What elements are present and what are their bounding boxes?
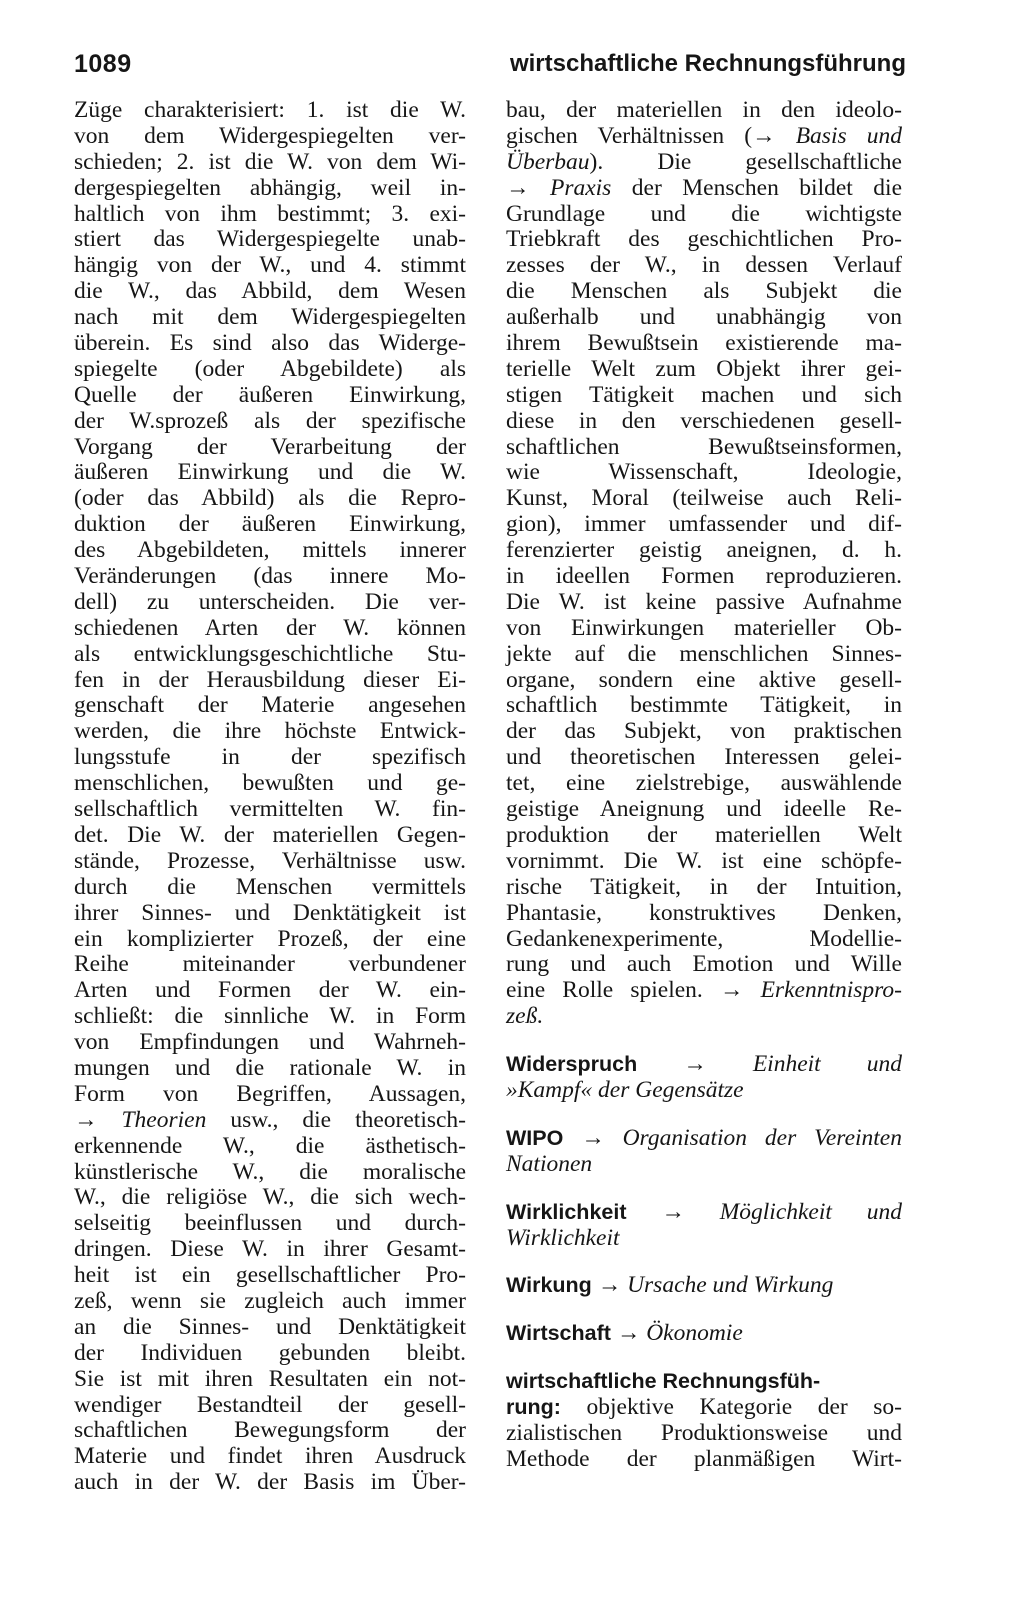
entry-text: Methode der planmäßigen Wirt-: [506, 1445, 902, 1472]
text-line: wie Wissenschaft, Ideologie,: [506, 459, 902, 486]
text-line: heit ist ein gesellschaftlicher Pro-: [74, 1262, 466, 1289]
cross-reference[interactable]: Praxis: [549, 174, 612, 201]
text-line: Form von Begriffen, Aussagen,: [74, 1080, 466, 1107]
text-line: von Empfindungen und Wahrneh-: [74, 1029, 466, 1056]
text-line: künstlerische W., die moralische: [74, 1158, 466, 1185]
text-line: Die W. ist keine passive Aufnahme: [506, 588, 902, 615]
cross-reference[interactable]: Überbau: [506, 148, 590, 175]
text-line: schaftlich bestimmte Tätigkeit, in: [506, 692, 902, 719]
line-text: →: [74, 1106, 122, 1133]
text-line: genschaft der Materie angesehen: [74, 692, 466, 719]
entry-line: [506, 1369, 902, 1395]
text-line: ihrem Bewußtsein existierende ma-: [506, 330, 902, 357]
text-line: erkennende W., die ästhetisch-: [74, 1132, 466, 1159]
right-column: [506, 98, 902, 1473]
entry-line: [506, 1447, 902, 1473]
entry-line: [506, 1200, 902, 1226]
text-line: Phantasie, konstruktives Denken,: [506, 899, 902, 926]
text-line: wendiger Bestandteil der gesell-: [74, 1391, 466, 1418]
cross-reference[interactable]: Möglichkeit und: [719, 1198, 903, 1225]
text-line: W., die religiöse W., die sich wech-: [74, 1184, 466, 1211]
cross-reference[interactable]: Nationen: [506, 1150, 593, 1177]
text-line: außerhalb und unabhängig von: [506, 304, 902, 331]
text-line: bau, der materiellen in den ideolo-: [506, 97, 902, 123]
text-line: nach mit dem Widergespiegelten: [74, 304, 466, 331]
text-line: ein komplizierter Prozeß, der eine: [74, 925, 466, 952]
cross-reference[interactable]: Organisation der Vereinten: [622, 1124, 902, 1151]
text-line: Züge charakterisiert: 1. ist die W.: [74, 97, 466, 123]
text-line: zeß, wenn sie zugleich auch immer: [74, 1287, 466, 1314]
cross-reference-arrow: →: [637, 1051, 753, 1078]
entry-widerspruch: [506, 1052, 902, 1104]
entry-line: [506, 1226, 902, 1252]
text-line: von Einwirkungen materieller Ob-: [506, 614, 902, 641]
text-line: Triebkraft des geschichtlichen Pro-: [506, 226, 902, 253]
cross-reference[interactable]: Wirklichkeit: [506, 1224, 620, 1251]
text-line: der W.sprozeß als der spezifische: [74, 407, 466, 434]
running-head: wirtschaftliche Rechnungsführung: [509, 50, 906, 77]
text-line: dringen. Diese W. in ihrer Gesamt-: [74, 1236, 466, 1263]
entry-line: [506, 1126, 902, 1152]
text-line: [506, 176, 902, 202]
text-line: Sie ist mit ihren Resultaten ein not-: [74, 1365, 466, 1392]
entry-line: [506, 1321, 902, 1347]
text-line: hängig von der W., und 4. stimmt: [74, 252, 466, 279]
text-line: Reihe miteinander verbundener: [74, 951, 466, 978]
cross-reference-arrow: →: [563, 1124, 623, 1151]
text-line: geistige Aneignung und ideelle Re-: [506, 796, 902, 823]
cross-reference-arrow: →: [591, 1272, 628, 1299]
entry-keyword: wirtschaftliche Rechnungsfüh-: [506, 1369, 821, 1394]
entry-line: [506, 1273, 902, 1299]
text-line: selseitig beeinflussen und durch-: [74, 1210, 466, 1237]
cross-reference-arrow: →: [610, 1320, 647, 1347]
cross-reference[interactable]: »Kampf« der Gegensätze: [506, 1076, 744, 1103]
text-line: duktion der äußeren Einwirkung,: [74, 511, 466, 538]
text-line: Quelle der äußeren Einwirkung,: [74, 381, 466, 408]
entry-keyword: Wirtschaft: [506, 1321, 611, 1346]
line-text: usw., die theoretisch-: [206, 1106, 466, 1133]
cross-reference[interactable]: Ökonomie: [646, 1320, 743, 1347]
cross-reference[interactable]: Ursache und Wirkung: [627, 1272, 834, 1299]
line-text: der Menschen bildet die: [611, 174, 902, 201]
entry-keyword: Wirkung: [506, 1273, 592, 1298]
text-line: ihrer Sinnes- und Denktätigkeit ist: [74, 899, 466, 926]
text-line: zesses der W., in dessen Verlauf: [506, 252, 902, 279]
text-line: dell) zu unterscheiden. Die ver-: [74, 588, 466, 615]
text-line: diese in den verschiedenen gesell-: [506, 407, 902, 434]
entry-text: zialistischen Produktionsweise und: [506, 1419, 902, 1446]
text-line: stiert das Widergespiegelte unab-: [74, 226, 466, 253]
entry-keyword: WIPO: [506, 1125, 564, 1150]
text-line: Gedankenexperimente, Modellie-: [506, 925, 902, 952]
entry-wirtschaftliche-rechnungsfuehrung: [506, 1369, 902, 1473]
text-line: rung und auch Emotion und Wille: [506, 951, 902, 978]
entry-line: [506, 1152, 902, 1178]
text-line: schaftlichen Bewußtseinsformen,: [506, 433, 902, 460]
entry-wirkung: [506, 1273, 902, 1299]
text-line: gion), immer umfassender und dif-: [506, 511, 902, 538]
text-line: terielle Welt zum Objekt ihrer gei-: [506, 355, 902, 382]
text-line: Vorgang der Verarbeitung der: [74, 433, 466, 460]
text-line: dergespiegelten abhängig, weil in-: [74, 174, 466, 201]
text-line: die W., das Abbild, dem Wesen: [74, 278, 466, 305]
text-line: [506, 978, 902, 1004]
text-line: an die Sinnes- und Denktätigkeit: [74, 1313, 466, 1340]
entry-wirklichkeit: [506, 1200, 902, 1252]
text-line: und theoretischen Interessen gelei-: [506, 744, 902, 771]
cross-reference-arrow: →: [626, 1198, 720, 1225]
text-line: werden, die ihre höchste Entwick-: [74, 718, 466, 745]
text-line: des Abgebildeten, mittels innerer: [74, 537, 466, 564]
entry-line: [506, 1421, 902, 1447]
cross-reference[interactable]: Basis und: [795, 122, 902, 149]
text-line: sellschaftlich vermittelten W. fin-: [74, 796, 466, 823]
entry-keyword: Wirklichkeit: [506, 1199, 627, 1224]
entry-keyword: Widerspruch: [506, 1052, 638, 1077]
entry-line: [506, 1078, 902, 1104]
text-line: schiedenen Arten der W. können: [74, 614, 466, 641]
text-line: als entwicklungsgeschichtliche Stu-: [74, 640, 466, 667]
text-line: organe, sondern eine aktive gesell-: [506, 666, 902, 693]
entry-wirtschaft: [506, 1321, 902, 1347]
text-line: det. Die W. der materiellen Gegen-: [74, 821, 466, 848]
text-line: der Individuen gebunden bleibt.: [74, 1339, 466, 1366]
text-line: die Menschen als Subjekt die: [506, 278, 902, 305]
page-number: 1089: [74, 50, 132, 78]
text-line: auch in der W. der Basis im Über-: [74, 1469, 466, 1496]
text-line: stigen Tätigkeit machen und sich: [506, 381, 902, 408]
text-line: [506, 1004, 902, 1030]
text-line: produktion der materiellen Welt: [506, 821, 902, 848]
cross-reference[interactable]: Theorien: [121, 1106, 207, 1133]
text-line: in ideellen Formen reproduzieren.: [506, 563, 902, 590]
text-line: lungsstufe in der spezifisch: [74, 744, 466, 771]
text-line: fen in der Herausbildung dieser Ei-: [74, 666, 466, 693]
text-line: der das Subjekt, von praktischen: [506, 718, 902, 745]
line-text: eine Rolle spielen. →: [506, 977, 761, 1004]
text-line: von dem Widergespiegelten ver-: [74, 122, 466, 149]
text-line: schaftlichen Bewegungsform der: [74, 1417, 466, 1444]
line-text: gischen Verhältnissen (→: [506, 122, 796, 149]
text-line: mungen und die rationale W. in: [74, 1054, 466, 1081]
text-line: Grundlage und die wichtigste: [506, 200, 902, 227]
text-line: haltlich von ihm bestimmt; 3. exi-: [74, 200, 466, 227]
text-line: überein. Es sind also das Widerge-: [74, 330, 466, 357]
text-line: äußeren Einwirkung und die W.: [74, 459, 466, 486]
text-line: schieden; 2. ist die W. von dem Wi-: [74, 148, 466, 175]
entry-text: objektive Kategorie der so-: [560, 1394, 902, 1421]
text-line: Arten und Formen der W. ein-: [74, 977, 466, 1004]
line-text: →: [506, 174, 550, 201]
text-line: durch die Menschen vermittels: [74, 873, 466, 900]
text-line: ferenzierter geistig aneignen, d. h.: [506, 537, 902, 564]
entry-line: [506, 1395, 902, 1421]
cross-reference[interactable]: zeß.: [506, 1003, 544, 1030]
left-column: [74, 98, 466, 1496]
text-line: jekte auf die menschlichen Sinnes-: [506, 640, 902, 667]
right-column-main-text: [506, 98, 902, 1030]
text-line: schließt: die sinnliche W. in Form: [74, 1003, 466, 1030]
line-text: ). Die gesellschaftliche: [589, 148, 902, 175]
entry-line: [506, 1052, 902, 1078]
text-line: spiegelte (oder Abgebildete) als: [74, 355, 466, 382]
text-line: menschlichen, bewußten und ge-: [74, 770, 466, 797]
text-line: Veränderungen (das innere Mo-: [74, 563, 466, 590]
text-line: tet, eine zielstrebige, auswählende: [506, 770, 902, 797]
text-line: [74, 1108, 466, 1134]
text-line: [506, 124, 902, 150]
text-line: [506, 150, 902, 176]
entry-wipo: [506, 1126, 902, 1178]
entry-keyword: rung:: [506, 1395, 561, 1420]
text-line: stände, Prozesse, Verhältnisse usw.: [74, 847, 466, 874]
text-line: rische Tätigkeit, in der Intuition,: [506, 873, 902, 900]
text-line: vornimmt. Die W. ist eine schöpfe-: [506, 847, 902, 874]
text-line: (oder das Abbild) als die Repro-: [74, 485, 466, 512]
text-line: Kunst, Moral (teilweise auch Reli-: [506, 485, 902, 512]
text-line: Materie und findet ihren Ausdruck: [74, 1443, 466, 1470]
cross-reference[interactable]: Einheit und: [752, 1051, 903, 1078]
cross-reference[interactable]: Erkenntnispro-: [760, 977, 902, 1004]
